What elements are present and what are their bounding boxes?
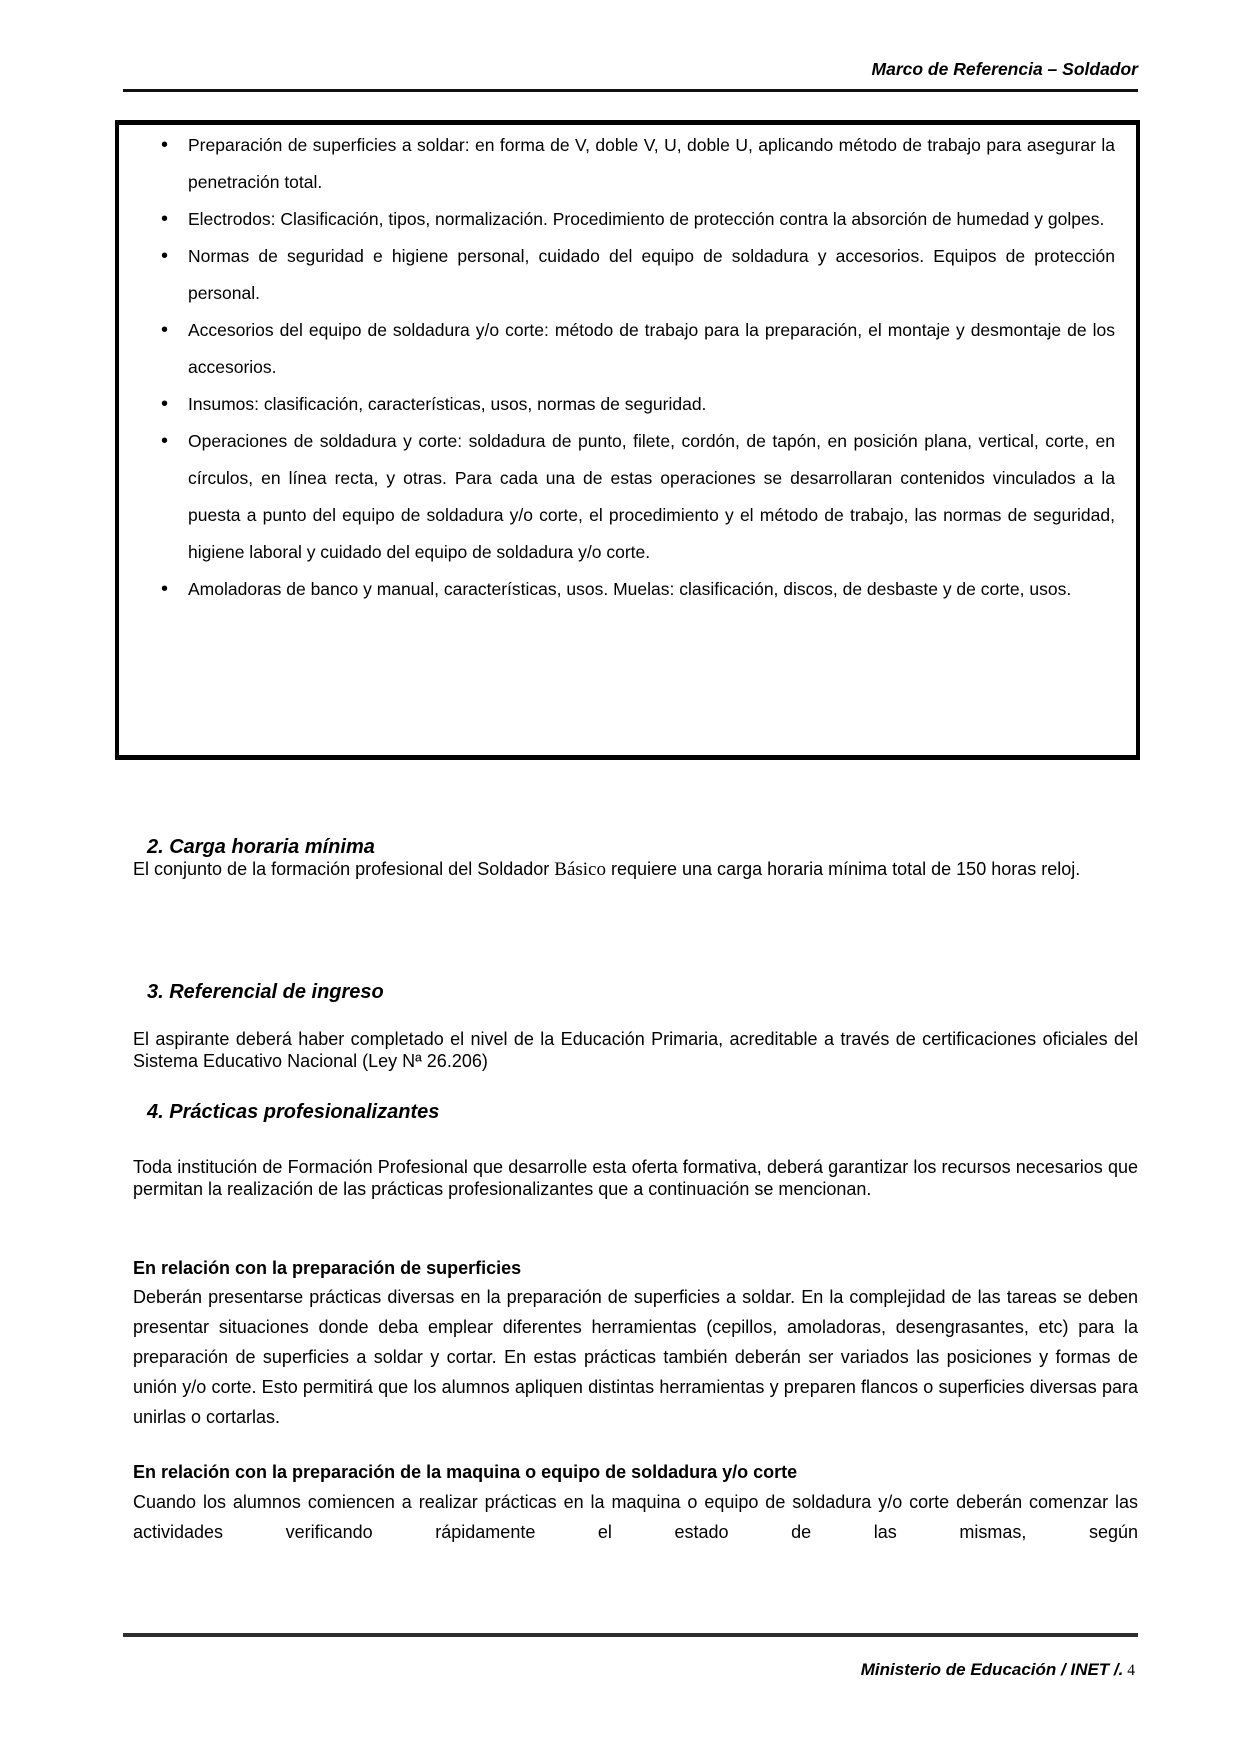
content-box [115,120,1140,760]
bullet-item: • Accesorios del equipo de soldadura y/o corte: método de trabajo para la preparación, el montaje y desmontaje de los accesorios. [119,312,1115,386]
footer-page-number: 4 [1127,1662,1135,1679]
section-2-text-after: requiere una carga horaria mínima total de 150 horas reloj. [605,859,1081,879]
bullet-item: • Operaciones de soldadura y corte: soldadura de punto, filete, cordón, de tapón, en posición plana, vertical, corte, en círculos, en línea recta, y otras. Para cada una de estas operaciones se desarrollaran contenidos vinculados a la puesta a punto del equipo de soldadura y/o corte, el procedimiento y el método de trabajo, las normas de seguridad, higiene laboral y cuidado del equipo de soldadura y/o corte. [119,423,1115,571]
subsection-machine-heading: En relación con la preparación de la maquina o equipo de soldadura y/o corte [133,1462,798,1482]
bullet-item: • Insumos: clasificación, características, usos, normas de seguridad. [119,386,1115,423]
footer-rule [123,1633,1138,1637]
page-header-title: Marco de Referencia – Soldador [871,59,1138,79]
section-2-text-before: El conjunto de la formación profesional del Soldador [133,859,555,879]
bullet-item: • Electrodos: Clasificación, tipos, normalización. Procedimiento de protección contra la absorción de humedad y golpes. [119,201,1115,238]
subsection-surfaces-paragraph: Deberán presentarse prácticas diversas en la preparación de superficies a soldar. En la complejidad de las tareas se deben presentar situaciones donde deba emplear diferentes herramientas (cepillos, amoladoras, desengrasantes, etc) para la preparación de superficies a soldar y cortar. En estas prácticas también deberán ser variados las posiciones y formas de unión y/o corte. Esto permitirá que los alumnos apliquen distintas herramientas y preparen flancos o superficies diversas para unirlas o cortarlas. [133,1287,1138,1427]
bullet-item: • Normas de seguridad e higiene personal, cuidado del equipo de soldadura y accesorios. Equipos de protección personal. [119,238,1115,312]
section-4-heading: 4. Prácticas profesionalizantes [147,1101,440,1123]
section-3-heading: 3. Referencial de ingreso [147,981,384,1003]
bullet-list [119,127,1115,608]
subsection-surfaces-heading: En relación con la preparación de superficies [133,1258,522,1278]
section-2-paragraph [133,855,1138,885]
bullet-item: • Preparación de superficies a soldar: en forma de V, doble V, U, doble U, aplicando método de trabajo para asegurar la penetración total. [119,127,1115,201]
bullet-item: • Amoladoras de banco y manual, características, usos. Muelas: clasificación, discos, de desbaste y de corte, usos. [119,571,1115,608]
page-footer [123,1660,1135,1680]
section-3-paragraph: El aspirante deberá haber completado el nivel de la Educación Primaria, acreditable a través de certificaciones oficiales del Sistema Educativo Nacional (Ley Nª 26.206) [133,1029,1138,1071]
footer-text: Ministerio de Educación / INET /. [860,1660,1124,1679]
section-2-heading: 2. Carga horaria mínima [147,836,375,858]
subsection-machine-paragraph: Cuando los alumnos comiencen a realizar prácticas en la maquina o equipo de soldadura y/o corte deberán comenzar las actividades verificando rápidamente el estado de las mismas, según [133,1492,1138,1542]
section-2-serif-word: Básico [554,859,606,880]
header-rule [123,89,1138,92]
section-4-paragraph: Toda institución de Formación Profesional que desarrolle esta oferta formativa, deberá garantizar los recursos necesarios que permitan la realización de las prácticas profesionalizantes que a continuación se mencionan. [133,1157,1138,1199]
